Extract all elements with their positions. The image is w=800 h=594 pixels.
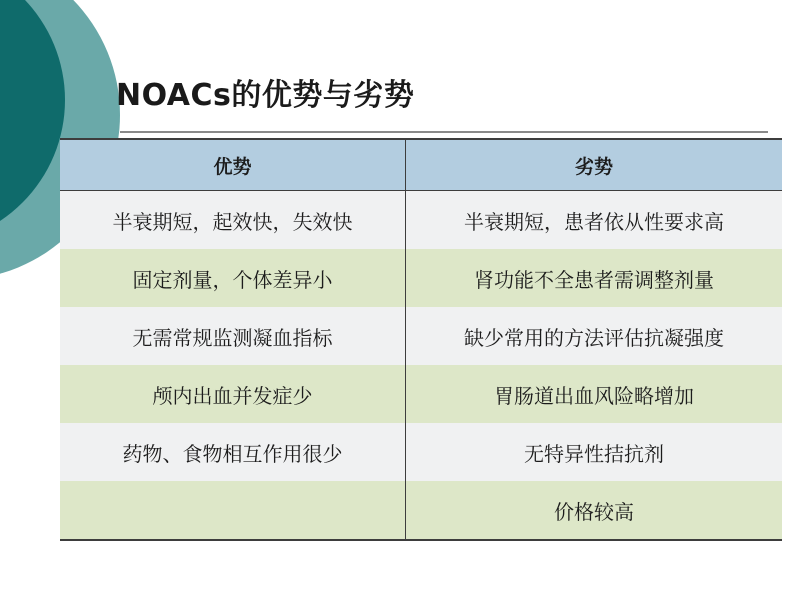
disadvantage-cell: 无特异性拮抗剂 <box>406 423 783 481</box>
table-row <box>60 365 782 423</box>
disadvantage-cell: 胃肠道出血风险略增加 <box>406 365 783 423</box>
advantage-cell: 固定剂量，个体差异小 <box>60 249 406 307</box>
disadvantage-cell: 缺少常用的方法评估抗凝强度 <box>406 307 783 365</box>
advantage-cell: 药物、食物相互作用很少 <box>60 423 406 481</box>
disadvantage-cell: 肾功能不全患者需调整剂量 <box>406 249 783 307</box>
comparison-table <box>60 138 782 541</box>
table-row <box>60 423 782 481</box>
table-header-row <box>60 139 782 191</box>
title-divider <box>120 131 768 133</box>
advantage-cell: 半衰期短，起效快，失效快 <box>60 191 406 250</box>
table-row <box>60 307 782 365</box>
table-row <box>60 249 782 307</box>
advantage-cell <box>60 481 406 540</box>
table-row <box>60 191 782 250</box>
header-disadvantages: 劣势 <box>406 139 783 191</box>
advantage-cell: 无需常规监测凝血指标 <box>60 307 406 365</box>
advantage-cell: 颅内出血并发症少 <box>60 365 406 423</box>
disadvantage-cell: 价格较高 <box>406 481 783 540</box>
disadvantage-cell: 半衰期短，患者依从性要求高 <box>406 191 783 250</box>
slide-title: NOACs的优势与劣势 <box>116 78 415 113</box>
table-row <box>60 481 782 540</box>
header-advantages: 优势 <box>60 139 406 191</box>
